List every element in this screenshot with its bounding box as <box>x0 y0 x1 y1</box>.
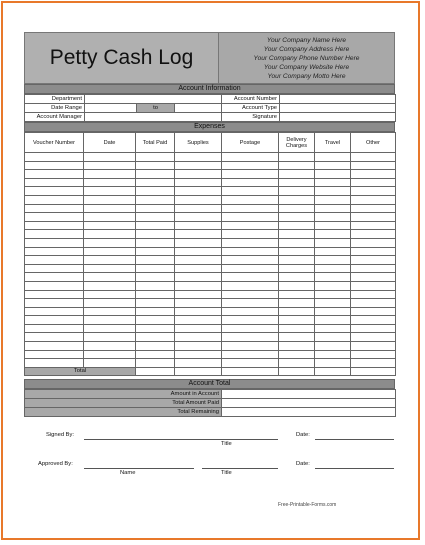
expenses-table <box>24 132 396 376</box>
expense-cell-postage[interactable] <box>222 204 279 213</box>
account-total-heading: Account Total <box>24 379 395 389</box>
approved-by-name-caption: Name <box>120 470 136 476</box>
expense-cell-postage[interactable] <box>222 195 279 204</box>
signed-by-label: Signed By: <box>46 432 75 438</box>
account-number-field[interactable] <box>280 95 396 104</box>
expense-cell-postage[interactable] <box>222 161 279 170</box>
expense-cell-total-paid[interactable] <box>136 204 175 213</box>
expense-cell-total-paid[interactable] <box>136 195 175 204</box>
date-range-end-field[interactable] <box>175 104 222 113</box>
company-info <box>219 32 395 84</box>
expense-cell-voucher-number[interactable] <box>25 273 84 282</box>
expense-row <box>25 170 396 179</box>
expense-cell-supplies[interactable] <box>175 350 222 359</box>
expense-cell-date[interactable] <box>84 153 136 162</box>
expense-row <box>25 187 396 196</box>
expense-cell-total-paid[interactable] <box>136 170 175 179</box>
expense-cell-travel[interactable] <box>315 195 351 204</box>
expense-cell-travel[interactable] <box>315 359 351 368</box>
expense-cell-date[interactable] <box>84 281 136 290</box>
signed-by-line[interactable] <box>84 439 278 440</box>
expense-cell-supplies[interactable] <box>175 342 222 351</box>
col-voucher-number: Voucher Number <box>25 133 84 153</box>
expenses-total-row <box>25 367 396 376</box>
expense-cell-postage[interactable] <box>222 350 279 359</box>
expense-cell-travel[interactable] <box>315 213 351 222</box>
total-travel-cell[interactable] <box>315 367 351 376</box>
expense-cell-delivery-charges[interactable] <box>279 264 315 273</box>
expense-cell-travel[interactable] <box>315 273 351 282</box>
expense-cell-date[interactable] <box>84 170 136 179</box>
expense-cell-voucher-number[interactable] <box>25 204 84 213</box>
expense-cell-other[interactable] <box>351 238 396 247</box>
expenses-heading: Expenses <box>24 122 395 132</box>
expense-cell-delivery-charges[interactable] <box>279 316 315 325</box>
expense-cell-total-paid[interactable] <box>136 342 175 351</box>
expense-cell-supplies[interactable] <box>175 256 222 265</box>
expense-cell-other[interactable] <box>351 170 396 179</box>
expense-cell-other[interactable] <box>351 281 396 290</box>
company-website: Your Company Website Here <box>263 63 350 71</box>
account-info-table <box>24 94 396 122</box>
expense-cell-postage[interactable] <box>222 247 279 256</box>
expense-cell-postage[interactable] <box>222 221 279 230</box>
date-range-start-field[interactable] <box>85 104 137 113</box>
expense-row <box>25 316 396 325</box>
expense-cell-supplies[interactable] <box>175 238 222 247</box>
expense-cell-date[interactable] <box>84 333 136 342</box>
col-other: Other <box>351 133 396 153</box>
expense-cell-other[interactable] <box>351 316 396 325</box>
account-info-heading: Account Information <box>24 84 395 94</box>
department-label: Department <box>25 95 85 104</box>
expense-cell-supplies[interactable] <box>175 273 222 282</box>
expense-cell-travel[interactable] <box>315 324 351 333</box>
expense-row <box>25 307 396 316</box>
expense-cell-delivery-charges[interactable] <box>279 342 315 351</box>
company-phone: Your Company Phone Number Here <box>253 54 360 62</box>
expense-cell-postage[interactable] <box>222 187 279 196</box>
company-address: Your Company Address Here <box>263 45 350 53</box>
expense-cell-total-paid[interactable] <box>136 213 175 222</box>
expense-cell-voucher-number[interactable] <box>25 350 84 359</box>
signed-by-date-label: Date: <box>296 432 310 438</box>
total-postage-cell[interactable] <box>222 367 279 376</box>
expense-cell-delivery-charges[interactable] <box>279 161 315 170</box>
signature-label: Signature <box>222 113 280 122</box>
total-remaining-label: Total Remaining <box>25 408 222 417</box>
expense-cell-delivery-charges[interactable] <box>279 299 315 308</box>
expense-cell-total-paid[interactable] <box>136 238 175 247</box>
expense-cell-supplies[interactable] <box>175 359 222 368</box>
expense-cell-delivery-charges[interactable] <box>279 153 315 162</box>
account-manager-field[interactable] <box>85 113 222 122</box>
expense-cell-date[interactable] <box>84 221 136 230</box>
expense-cell-total-paid[interactable] <box>136 307 175 316</box>
expense-cell-postage[interactable] <box>222 273 279 282</box>
expense-cell-supplies[interactable] <box>175 153 222 162</box>
col-date: Date <box>84 133 136 153</box>
expense-row <box>25 247 396 256</box>
expense-cell-delivery-charges[interactable] <box>279 350 315 359</box>
form-header <box>24 32 395 84</box>
expense-cell-supplies[interactable] <box>175 187 222 196</box>
expense-cell-postage[interactable] <box>222 290 279 299</box>
total-supplies-cell[interactable] <box>175 367 222 376</box>
expense-cell-delivery-charges[interactable] <box>279 230 315 239</box>
expense-cell-date[interactable] <box>84 204 136 213</box>
account-total-table <box>24 389 396 417</box>
expense-cell-delivery-charges[interactable] <box>279 170 315 179</box>
expense-cell-total-paid[interactable] <box>136 178 175 187</box>
expense-cell-date[interactable] <box>84 195 136 204</box>
company-motto: Your Company Motto Here <box>267 72 346 80</box>
expense-cell-travel[interactable] <box>315 178 351 187</box>
amount-in-account-label: Amount in Account <box>25 390 222 399</box>
total-delivery-cell[interactable] <box>279 367 315 376</box>
expense-cell-postage[interactable] <box>222 359 279 368</box>
expense-cell-postage[interactable] <box>222 230 279 239</box>
expense-cell-other[interactable] <box>351 307 396 316</box>
expense-cell-date[interactable] <box>84 342 136 351</box>
expense-cell-date[interactable] <box>84 238 136 247</box>
date-range-to: to <box>137 104 175 113</box>
expense-cell-travel[interactable] <box>315 290 351 299</box>
expense-cell-other[interactable] <box>351 204 396 213</box>
expense-cell-delivery-charges[interactable] <box>279 307 315 316</box>
expense-cell-voucher-number[interactable] <box>25 213 84 222</box>
expense-cell-other[interactable] <box>351 333 396 342</box>
expense-cell-voucher-number[interactable] <box>25 195 84 204</box>
expense-cell-voucher-number[interactable] <box>25 230 84 239</box>
expense-cell-travel[interactable] <box>315 307 351 316</box>
expense-row <box>25 204 396 213</box>
expense-row <box>25 342 396 351</box>
expense-cell-delivery-charges[interactable] <box>279 238 315 247</box>
expense-cell-date[interactable] <box>84 187 136 196</box>
expense-row <box>25 273 396 282</box>
expense-row <box>25 350 396 359</box>
expense-cell-other[interactable] <box>351 359 396 368</box>
expense-cell-travel[interactable] <box>315 299 351 308</box>
expense-cell-delivery-charges[interactable] <box>279 247 315 256</box>
expense-row <box>25 324 396 333</box>
expense-cell-voucher-number[interactable] <box>25 359 84 368</box>
expense-cell-date[interactable] <box>84 290 136 299</box>
expense-cell-postage[interactable] <box>222 153 279 162</box>
company-name: Your Company Name Here <box>266 36 347 44</box>
expense-row <box>25 290 396 299</box>
col-total-paid: Total Paid <box>136 133 175 153</box>
expense-cell-travel[interactable] <box>315 221 351 230</box>
expense-cell-total-paid[interactable] <box>136 230 175 239</box>
account-type-field[interactable] <box>280 104 396 113</box>
expense-row <box>25 178 396 187</box>
expense-cell-voucher-number[interactable] <box>25 307 84 316</box>
expense-cell-supplies[interactable] <box>175 290 222 299</box>
account-number-label: Account Number <box>222 95 280 104</box>
department-field[interactable] <box>85 95 222 104</box>
expense-cell-other[interactable] <box>351 273 396 282</box>
expense-cell-voucher-number[interactable] <box>25 238 84 247</box>
account-type-label: Account Type <box>222 104 280 113</box>
expense-cell-travel[interactable] <box>315 316 351 325</box>
expense-cell-voucher-number[interactable] <box>25 153 84 162</box>
expense-row <box>25 359 396 368</box>
expense-cell-total-paid[interactable] <box>136 153 175 162</box>
expense-cell-travel[interactable] <box>315 342 351 351</box>
expenses-body <box>25 153 396 368</box>
expense-row <box>25 281 396 290</box>
approved-by-title-caption: Title <box>221 470 232 476</box>
expense-row <box>25 161 396 170</box>
expense-cell-delivery-charges[interactable] <box>279 359 315 368</box>
expense-cell-supplies[interactable] <box>175 230 222 239</box>
amount-in-account-field[interactable] <box>222 390 396 399</box>
expense-cell-supplies[interactable] <box>175 307 222 316</box>
expense-cell-total-paid[interactable] <box>136 299 175 308</box>
expense-cell-total-paid[interactable] <box>136 161 175 170</box>
footer-credit: Free-Printable-Forms.com <box>278 502 337 508</box>
expense-cell-travel[interactable] <box>315 153 351 162</box>
expense-cell-other[interactable] <box>351 221 396 230</box>
expense-row <box>25 230 396 239</box>
expense-cell-other[interactable] <box>351 178 396 187</box>
expense-cell-travel[interactable] <box>315 187 351 196</box>
expense-cell-date[interactable] <box>84 230 136 239</box>
expense-cell-date[interactable] <box>84 247 136 256</box>
expense-cell-total-paid[interactable] <box>136 359 175 368</box>
expense-cell-delivery-charges[interactable] <box>279 204 315 213</box>
col-supplies: Supplies <box>175 133 222 153</box>
expense-cell-supplies[interactable] <box>175 333 222 342</box>
expense-cell-postage[interactable] <box>222 324 279 333</box>
expense-cell-other[interactable] <box>351 264 396 273</box>
expense-cell-date[interactable] <box>84 324 136 333</box>
signed-by-date-line[interactable] <box>315 439 394 440</box>
expense-cell-delivery-charges[interactable] <box>279 187 315 196</box>
total-remaining-field[interactable] <box>222 408 396 417</box>
expense-cell-total-paid[interactable] <box>136 324 175 333</box>
expense-cell-total-paid[interactable] <box>136 316 175 325</box>
expense-cell-voucher-number[interactable] <box>25 221 84 230</box>
expense-cell-travel[interactable] <box>315 230 351 239</box>
expense-cell-travel[interactable] <box>315 264 351 273</box>
expense-cell-other[interactable] <box>351 161 396 170</box>
expense-cell-postage[interactable] <box>222 256 279 265</box>
expense-cell-other[interactable] <box>351 195 396 204</box>
expense-cell-other[interactable] <box>351 230 396 239</box>
approved-by-label: Approved By: <box>38 461 73 467</box>
expense-cell-supplies[interactable] <box>175 316 222 325</box>
expense-cell-supplies[interactable] <box>175 195 222 204</box>
expense-cell-travel[interactable] <box>315 170 351 179</box>
expense-cell-travel[interactable] <box>315 281 351 290</box>
expense-cell-postage[interactable] <box>222 170 279 179</box>
expense-cell-voucher-number[interactable] <box>25 170 84 179</box>
expense-cell-supplies[interactable] <box>175 221 222 230</box>
expense-cell-voucher-number[interactable] <box>25 316 84 325</box>
expense-cell-supplies[interactable] <box>175 264 222 273</box>
expense-cell-supplies[interactable] <box>175 299 222 308</box>
expense-cell-delivery-charges[interactable] <box>279 290 315 299</box>
expense-cell-voucher-number[interactable] <box>25 178 84 187</box>
expense-cell-postage[interactable] <box>222 307 279 316</box>
expense-cell-supplies[interactable] <box>175 170 222 179</box>
expense-cell-delivery-charges[interactable] <box>279 281 315 290</box>
expense-cell-delivery-charges[interactable] <box>279 195 315 204</box>
expense-cell-travel[interactable] <box>315 350 351 359</box>
expense-cell-date[interactable] <box>84 213 136 222</box>
expense-cell-total-paid[interactable] <box>136 333 175 342</box>
expense-row <box>25 213 396 222</box>
col-delivery-charges: Delivery Charges <box>279 133 315 153</box>
expense-cell-other[interactable] <box>351 153 396 162</box>
expense-cell-date[interactable] <box>84 359 136 368</box>
expense-cell-total-paid[interactable] <box>136 187 175 196</box>
expense-cell-other[interactable] <box>351 187 396 196</box>
expense-cell-supplies[interactable] <box>175 324 222 333</box>
expense-cell-travel[interactable] <box>315 238 351 247</box>
expense-cell-total-paid[interactable] <box>136 281 175 290</box>
expense-cell-total-paid[interactable] <box>136 221 175 230</box>
total-label: Total <box>25 367 136 376</box>
expense-cell-date[interactable] <box>84 264 136 273</box>
expense-cell-delivery-charges[interactable] <box>279 178 315 187</box>
expense-cell-total-paid[interactable] <box>136 290 175 299</box>
expense-cell-postage[interactable] <box>222 213 279 222</box>
expense-cell-date[interactable] <box>84 350 136 359</box>
expense-cell-voucher-number[interactable] <box>25 247 84 256</box>
expense-cell-postage[interactable] <box>222 264 279 273</box>
expense-cell-date[interactable] <box>84 256 136 265</box>
expense-cell-supplies[interactable] <box>175 247 222 256</box>
expense-cell-other[interactable] <box>351 342 396 351</box>
expense-row <box>25 153 396 162</box>
date-range-label: Date Range <box>25 104 85 113</box>
expense-cell-voucher-number[interactable] <box>25 324 84 333</box>
expense-cell-voucher-number[interactable] <box>25 333 84 342</box>
expense-row <box>25 195 396 204</box>
expenses-header-row <box>25 133 396 153</box>
expense-cell-total-paid[interactable] <box>136 247 175 256</box>
expense-cell-voucher-number[interactable] <box>25 161 84 170</box>
expense-cell-delivery-charges[interactable] <box>279 273 315 282</box>
expense-cell-voucher-number[interactable] <box>25 187 84 196</box>
expense-row <box>25 256 396 265</box>
expense-cell-date[interactable] <box>84 307 136 316</box>
expense-cell-total-paid[interactable] <box>136 256 175 265</box>
expense-cell-postage[interactable] <box>222 316 279 325</box>
approved-by-date-line[interactable] <box>315 468 394 469</box>
expense-cell-voucher-number[interactable] <box>25 256 84 265</box>
expense-cell-date[interactable] <box>84 316 136 325</box>
expense-cell-supplies[interactable] <box>175 161 222 170</box>
total-other-cell[interactable] <box>351 367 396 376</box>
expense-cell-supplies[interactable] <box>175 281 222 290</box>
expense-cell-other[interactable] <box>351 350 396 359</box>
expense-cell-other[interactable] <box>351 290 396 299</box>
expense-cell-other[interactable] <box>351 256 396 265</box>
expense-cell-delivery-charges[interactable] <box>279 221 315 230</box>
signature-field[interactable] <box>280 113 396 122</box>
expense-cell-travel[interactable] <box>315 256 351 265</box>
account-manager-label: Account Manager <box>25 113 85 122</box>
expense-cell-voucher-number[interactable] <box>25 281 84 290</box>
total-amount-paid-field[interactable] <box>222 399 396 408</box>
col-travel: Travel <box>315 133 351 153</box>
expense-cell-other[interactable] <box>351 324 396 333</box>
expense-cell-date[interactable] <box>84 178 136 187</box>
expense-cell-delivery-charges[interactable] <box>279 213 315 222</box>
expense-cell-voucher-number[interactable] <box>25 290 84 299</box>
expense-cell-total-paid[interactable] <box>136 264 175 273</box>
expense-cell-total-paid[interactable] <box>136 273 175 282</box>
expense-cell-postage[interactable] <box>222 238 279 247</box>
expense-cell-date[interactable] <box>84 299 136 308</box>
expense-row <box>25 221 396 230</box>
approved-by-name-line[interactable] <box>84 468 194 469</box>
expense-row <box>25 238 396 247</box>
expense-cell-supplies[interactable] <box>175 204 222 213</box>
expense-cell-date[interactable] <box>84 161 136 170</box>
expense-cell-voucher-number[interactable] <box>25 264 84 273</box>
expense-cell-date[interactable] <box>84 273 136 282</box>
approved-by-date-label: Date: <box>296 461 310 467</box>
approved-by-title-line[interactable] <box>202 468 278 469</box>
expense-cell-delivery-charges[interactable] <box>279 333 315 342</box>
expense-cell-postage[interactable] <box>222 333 279 342</box>
expense-cell-voucher-number[interactable] <box>25 299 84 308</box>
expense-row <box>25 264 396 273</box>
signed-by-title-caption: Title <box>221 441 232 447</box>
expense-cell-postage[interactable] <box>222 342 279 351</box>
total-paid-cell[interactable] <box>136 367 175 376</box>
expense-cell-other[interactable] <box>351 213 396 222</box>
expense-cell-supplies[interactable] <box>175 213 222 222</box>
expense-cell-supplies[interactable] <box>175 178 222 187</box>
expense-cell-travel[interactable] <box>315 161 351 170</box>
total-amount-paid-label: Total Amount Paid <box>25 399 222 408</box>
expense-row <box>25 333 396 342</box>
petty-cash-form <box>24 32 395 417</box>
expense-cell-travel[interactable] <box>315 333 351 342</box>
expense-cell-travel[interactable] <box>315 204 351 213</box>
expense-cell-travel[interactable] <box>315 247 351 256</box>
form-title: Petty Cash Log <box>24 32 219 84</box>
expense-cell-delivery-charges[interactable] <box>279 256 315 265</box>
expense-cell-delivery-charges[interactable] <box>279 324 315 333</box>
col-postage: Postage <box>222 133 279 153</box>
expense-cell-postage[interactable] <box>222 178 279 187</box>
expense-cell-postage[interactable] <box>222 281 279 290</box>
expense-cell-postage[interactable] <box>222 299 279 308</box>
expense-row <box>25 299 396 308</box>
expense-cell-other[interactable] <box>351 247 396 256</box>
expense-cell-voucher-number[interactable] <box>25 342 84 351</box>
expense-cell-other[interactable] <box>351 299 396 308</box>
expense-cell-total-paid[interactable] <box>136 350 175 359</box>
